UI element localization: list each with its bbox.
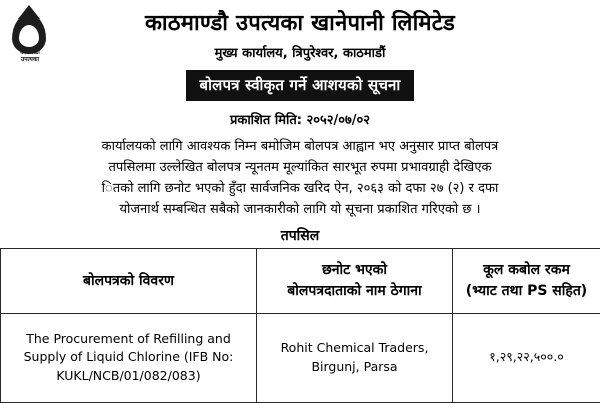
bidder-line: Rohit Chemical Traders, bbox=[281, 340, 429, 355]
column-header-line: बोलपत्रदाताको नाम ठेगाना bbox=[287, 283, 421, 299]
column-header-line: कूल कबोल रकम bbox=[483, 262, 570, 278]
publication-date: प्रकाशित मिति: २०५२/०७/०२ bbox=[0, 110, 600, 128]
notice-body-line: कार्यालयको लागि आवश्यक निम्न बमोजिम बोलपत्र आह्वान भए अनुसार प्राप्त बोलपत्र bbox=[2, 136, 598, 157]
organization-subtitle: मुख्य कार्यालय, त्रिपुरेश्वर, काठमाडौं bbox=[0, 43, 600, 61]
notice-body-line: तपसिलमा उल्लेखित बोलपत्र न्यूनतम मूल्यांकित सारभूत रुपमा प्रभावग्राही देखिएक bbox=[2, 157, 598, 178]
logo-inner-shape bbox=[19, 25, 39, 47]
notice-body bbox=[0, 136, 600, 220]
cell-amount: १,२९,२२,५००.० bbox=[453, 313, 600, 402]
cell-bidder bbox=[257, 313, 453, 402]
column-header-description bbox=[1, 248, 257, 313]
description-line: The Procurement of Refilling and bbox=[26, 331, 231, 346]
column-header-bidder bbox=[257, 248, 453, 313]
bidder-line: Birgunj, Parsa bbox=[311, 359, 397, 374]
notice-banner-wrapper bbox=[0, 70, 600, 101]
notice-body-line: ितको लागि छनोट भएको हुँदा सार्वजनिक खरिद ऐन, २०६३ को दफा २७ (२) र दफा bbox=[2, 178, 598, 199]
notice-body-line: योजनार्थ सम्बन्धित सबैको जानकारीको लागि यो सूचना प्रकाशित गरिएको छ । bbox=[2, 199, 598, 220]
table-caption: तपसिल bbox=[0, 226, 600, 245]
description-line: KUKL/NCB/01/082/083) bbox=[56, 368, 200, 383]
table-header-row bbox=[1, 248, 600, 313]
column-header-line: छनोट भएको bbox=[322, 262, 387, 278]
cell-description bbox=[1, 313, 257, 402]
description-line: Supply of Liquid Chlorine (IFB No: bbox=[24, 349, 234, 364]
document-header bbox=[0, 6, 600, 63]
column-header-line: बोलपत्रको विवरण bbox=[83, 273, 174, 289]
bid-result-table bbox=[0, 248, 600, 403]
table-row bbox=[1, 313, 600, 402]
water-drop-logo-icon bbox=[4, 12, 56, 66]
column-header-line: (भ्याट तथा PS सहित) bbox=[466, 283, 587, 299]
organization-title: काठमाण्डौ उपत्यका खानेपानी लिमिटेड bbox=[0, 10, 600, 38]
logo-caption: काठमाडौं उपत्यका bbox=[14, 50, 46, 63]
notice-banner-title: बोलपत्र स्वीकृत गर्ने आशयको सूचना bbox=[186, 70, 415, 101]
column-header-amount bbox=[453, 248, 600, 313]
